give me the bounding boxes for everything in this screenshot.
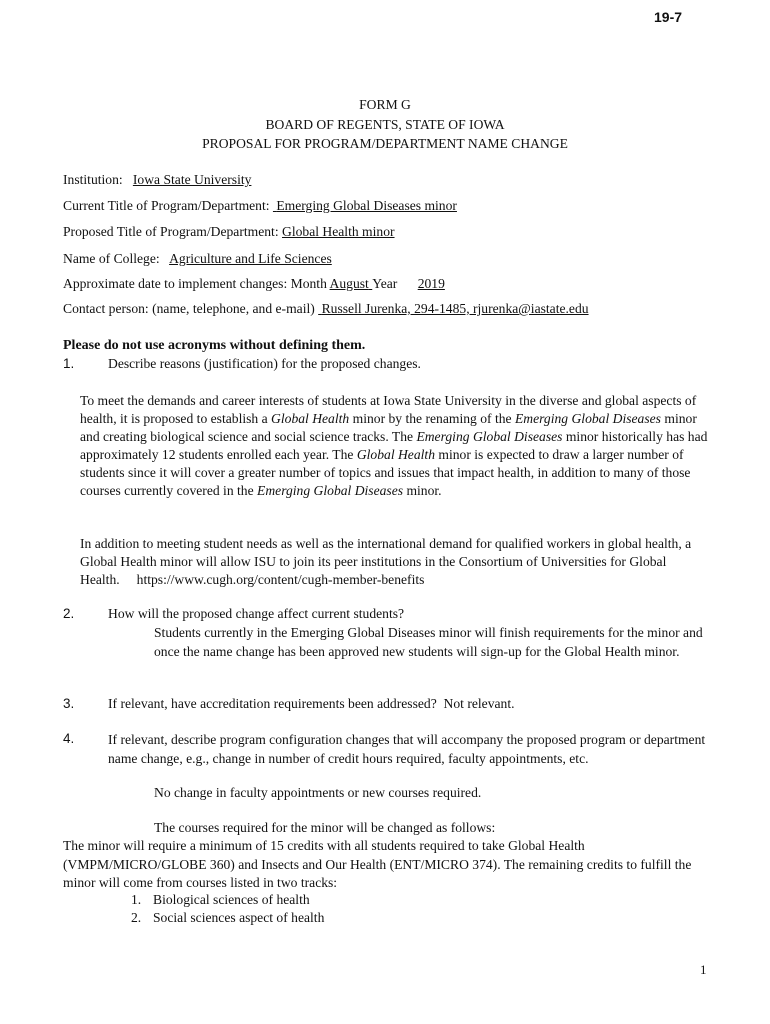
contact-field: [63, 301, 589, 317]
contact-label: Contact person: (name, telephone, and e-mail): [63, 301, 315, 316]
board-title: BOARD OF REGENTS, STATE OF IOWA: [265, 116, 505, 132]
q4-answer-3: The minor will require a minimum of 15 credits with all students required to take Global Health (VMPM/MICRO/GLOBE 360) and Insects and Our Health (ENT/MICRO 374). The remaining credits to fulfill the minor will come from courses listed in two tracks:: [63, 838, 692, 890]
q1-p1-term: Emerging Global Diseases: [514, 411, 661, 426]
q4-question: If relevant, describe program configuration changes that will accompany the proposed program or department name change, e.g., change in number of credit hours required, faculty appointments, etc.: [108, 732, 706, 766]
q1-p1-term: Global Health: [271, 411, 350, 426]
track-item: [131, 892, 310, 908]
q4-answer-2: The courses required for the minor will be changed as follows:: [154, 820, 496, 835]
q2-question: How will the proposed change affect current students?: [108, 606, 405, 621]
institution-field: [63, 172, 251, 188]
form-title: FORM G: [359, 97, 411, 112]
institution-value: Iowa State University: [132, 172, 252, 187]
cugh-link[interactable]: https://www.cugh.org/content/cugh-member-benefits: [136, 572, 425, 587]
track-text: Social sciences aspect of health: [153, 910, 325, 925]
year-label: Year: [372, 276, 398, 291]
q4-answer-1: No change in faculty appointments or new courses required.: [154, 785, 482, 800]
contact-value: Russell Jurenka, 294-1485, rjurenka@iastate.edu: [321, 301, 589, 316]
proposed-title-value: Global Health minor: [282, 224, 395, 239]
q1-p1-text: minor.: [406, 483, 442, 498]
q1-paragraph-1: [80, 392, 710, 500]
institution-label: Institution:: [63, 172, 123, 187]
college-field: [63, 251, 332, 267]
college-label: Name of College:: [63, 251, 160, 266]
q2-number: 2.: [63, 606, 75, 621]
q1-p1-text: minor historically has had approximately 12 students enrolled each year. The: [80, 429, 708, 462]
q3-question-text: If relevant, have accreditation requirements been addressed?: [108, 696, 437, 711]
q1-p1-text: minor and creating biological science and social science tracks. The: [80, 411, 697, 444]
q1-paragraph-2: [80, 535, 710, 589]
form-header: [0, 95, 770, 154]
q2-answer: Students currently in the Emerging Global Diseases minor will finish requirements for the minor and once the name change has been approved new students will sign-up for the Global Health minor.: [154, 625, 703, 659]
q3-number: 3.: [63, 696, 75, 711]
proposed-title-field: [63, 224, 395, 240]
q1-p1-term: Emerging Global Diseases: [416, 429, 563, 444]
month-value: August: [329, 276, 369, 291]
proposed-title-label: Proposed Title of Program/Department:: [63, 224, 279, 239]
q1-number: 1.: [63, 356, 75, 371]
q1-p1-term: Emerging Global Diseases: [257, 483, 404, 498]
q1-p1-term: Global Health: [356, 447, 435, 462]
q1-p1-text: To meet the demands and career interests of students at Iowa State University in the diverse and global aspects of health, it is proposed to establish a: [80, 393, 697, 426]
q1-p1-text: minor is expected to draw a larger number of students since it will cover a greater number of topics and issues that impact health, in addition to many of those courses currently covered in the: [80, 447, 691, 498]
q4-number: 4.: [63, 731, 75, 746]
q3-answer: Not relevant.: [443, 696, 515, 711]
current-title-label: Current Title of Program/Department:: [63, 198, 270, 213]
date-field: [63, 276, 445, 292]
track-text: Biological sciences of health: [153, 892, 310, 907]
q1-question: Describe reasons (justification) for the proposed changes.: [108, 356, 421, 371]
acronym-notice: Please do not use acronyms without defining them.: [63, 338, 366, 353]
q1-p1-text: minor by the renaming of the: [352, 411, 512, 426]
date-label: Approximate date to implement changes: Month: [63, 276, 327, 291]
year-value: 2019: [417, 276, 445, 291]
current-title-field: [63, 198, 457, 214]
track-number: 2.: [131, 910, 142, 925]
track-item: [131, 910, 324, 926]
page-number: 1: [700, 962, 707, 977]
college-value: Agriculture and Life Sciences: [169, 251, 332, 266]
q3-question: [108, 696, 515, 712]
page-id: 19-7: [654, 9, 683, 25]
track-number: 1.: [131, 892, 142, 907]
current-title-value: Emerging Global Diseases minor: [276, 198, 457, 213]
proposal-title: PROPOSAL FOR PROGRAM/DEPARTMENT NAME CHANGE: [202, 136, 568, 151]
q1-p2-text: In addition to meeting student needs as well as the international demand for qualified workers in global health, a Global Health minor will allow ISU to join its peer institutions in the Consortium of Universities for Global Health.: [80, 536, 692, 587]
